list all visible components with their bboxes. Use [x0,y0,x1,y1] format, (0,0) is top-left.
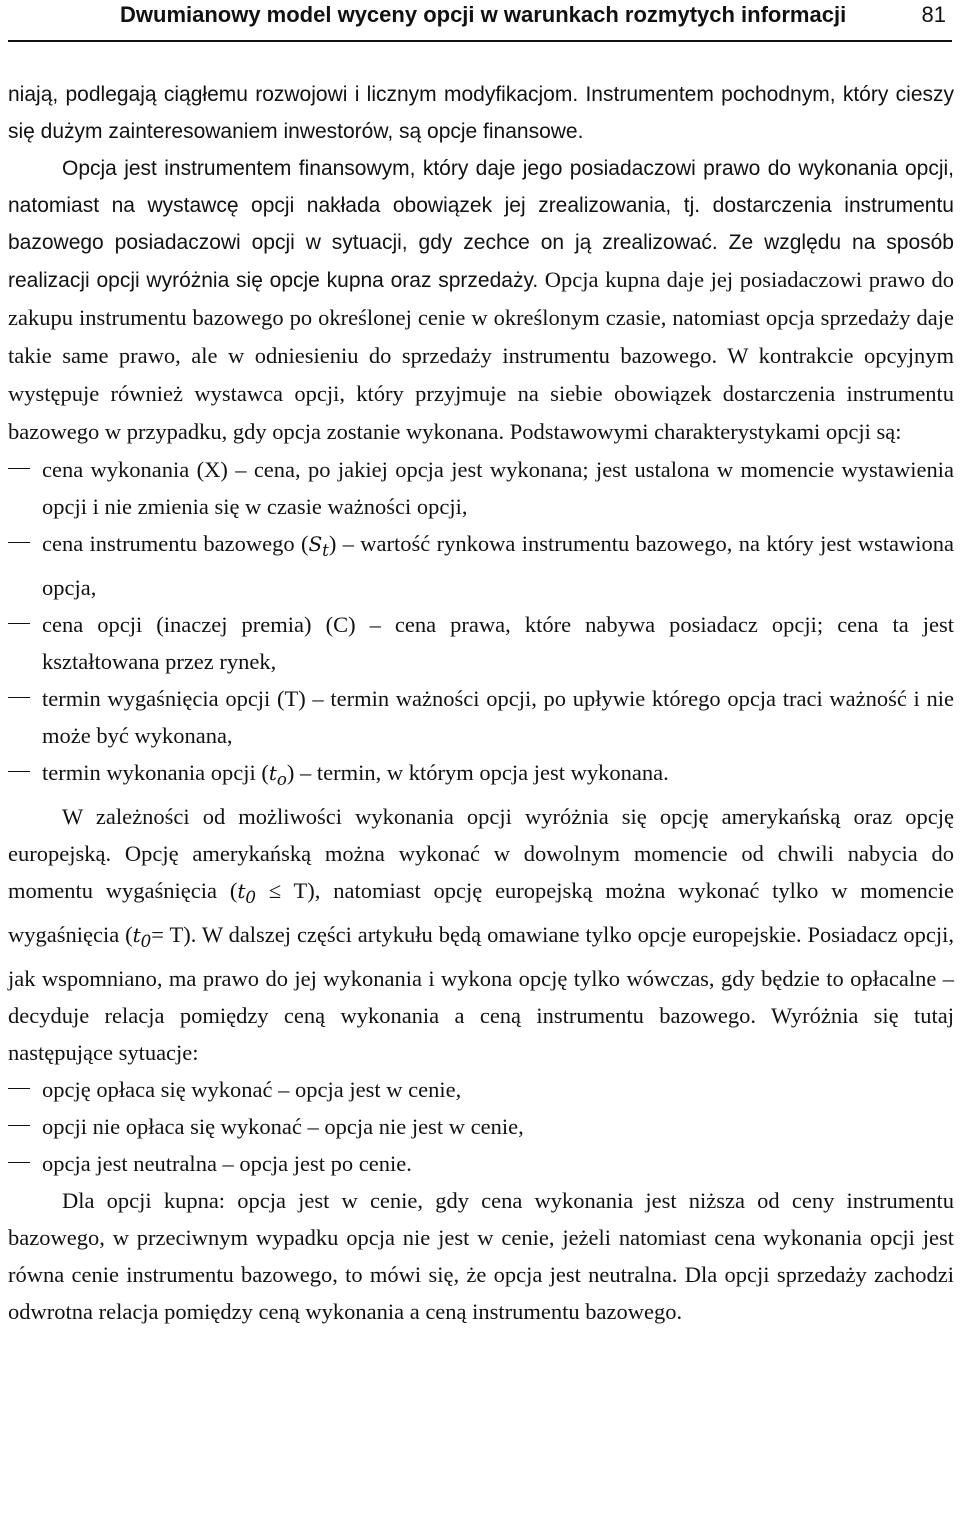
math-var: t [132,923,141,947]
page-header [0,0,960,44]
paragraph-text: = T). W dalszej części artykułu będą omawiane tylko opcje europejskie. Posiadacz opcji, jak wspomniano, ma prawo do jej wykonania i wykona opcję tylko wówczas, gdy będzie to opłacalne – decyduje relacja pomiędzy ceną wykonania a ceną instrumentu bazowego. Wyróżnia się tutaj następujące sytuacje: [8,922,954,1065]
paragraph-text: ≤ T), natomiast opcję europejską można wykonać tylko w momencie wygaśnięcia ( [8,878,955,947]
math-subscript: 0 [140,932,152,951]
math-subscript: 0 [245,888,256,907]
math-var: t [237,879,246,903]
paragraph-option-definition [8,150,954,451]
math-subscript: t [322,541,329,560]
option-characteristics-list [8,451,954,798]
list-item-text: cena instrumentu bazowego ( [42,531,309,556]
math-symbol [237,879,256,907]
list-item: opcję opłaca się wykonać – opcja jest w cenie, [8,1071,954,1108]
paragraph-exercise-types [8,798,954,1071]
list-item-text: ) – termin, w którym opcja jest wykonana. [286,760,669,785]
paragraph-text-serif: Opcja kupna daje jej posiadaczowi prawo do zakupu instrumentu bazowego po określonej cenie w określonym czasie, natomiast opcja sprzedaży daje takie same prawo, ale w odniesieniu do sprzedaży instrumentu bazowego. W kontrakcie opcyjnym występuje również wystawca opcji, który przyjmuje na siebie obowiązek dostarczenia instrumentu bazowego w przypadku, gdy opcja zostanie wykonana. Podstawowymi charakterystykami opcji są: [8,267,955,444]
paragraph-moneyness: Dla opcji kupna: opcja jest w cenie, gdy cena wykonania jest niższa od ceny instrumentu bazowego, w przeciwnym wypadku opcja nie jest w cenie, jeżeli natomiast cena wykonania opcji jest równa cenie instrumentu bazowego, to mówi się, że opcja jest neutralna. Dla opcji sprzedaży zachodzi odwrotna relacja pomiędzy ceną wykonania a ceną instrumentu bazowego. [8,1188,954,1324]
list-item [8,525,954,606]
math-symbol [132,923,152,951]
math-var: S [308,532,323,556]
article-body [8,76,954,1330]
math-symbol [308,532,329,560]
math-subscript: o [276,770,287,789]
page-number: 81 [921,2,946,27]
header-divider [8,40,952,42]
math-symbol [268,761,287,789]
paragraph-continued: niają, podlegają ciągłemu rozwojowi i licznym modyfikacjom. Instrumentem pochodnym, który cieszy się dużym zainteresowaniem inwestorów, są opcje finansowe. [8,83,954,143]
paragraph-text: W zależności od możliwości wykonania opcji wyróżnia się opcję amerykańską oraz opcję europejską. Opcję amerykańską można wykonać w dowolnym momencie od chwili nabycia do momentu wygaśnięcia ( [8,804,954,903]
math-var: t [268,761,277,785]
list-item: termin wygaśnięcia opcji (T) – termin ważności opcji, po upływie którego opcja traci ważność i nie może być wykonana, [8,680,954,754]
list-item [8,754,954,798]
list-item-text: ) – wartość rynkowa instrumentu bazowego, na który jest wstawiona opcja, [42,531,954,600]
paragraph-text: Opcja jest instrumentem finansowym, który daje jego posiadaczowi prawo do wykonania opcji, natomiast na wystawcę opcji nakłada obowiązek jej zrealizowania, tj. dostarczenia instrumentu bazowego posiadaczowi opcji w sytuacji, gdy zechce on ją zrealizować. Ze względu na sposób realizacji opcji wyróżnia się opcje kupna oraz sprzedaży. [8,157,954,292]
list-item: cena wykonania (X) – cena, po jakiej opcja jest wykonana; jest ustalona w momencie wystawienia opcji i nie zmienia się w czasie ważności opcji, [8,451,954,525]
list-item-text: termin wykonania opcji ( [42,760,269,785]
list-item: opcja jest neutralna – opcja jest po cenie. [8,1145,954,1182]
list-item: cena opcji (inaczej premia) (C) – cena prawa, które nabywa posiadacz opcji; cena ta jest kształtowana przez rynek, [8,606,954,680]
list-item: opcji nie opłaca się wykonać – opcja nie jest w cenie, [8,1108,954,1145]
running-title: Dwumianowy model wyceny opcji w warunkach rozmytych informacji [120,2,847,27]
situations-list [8,1071,954,1182]
